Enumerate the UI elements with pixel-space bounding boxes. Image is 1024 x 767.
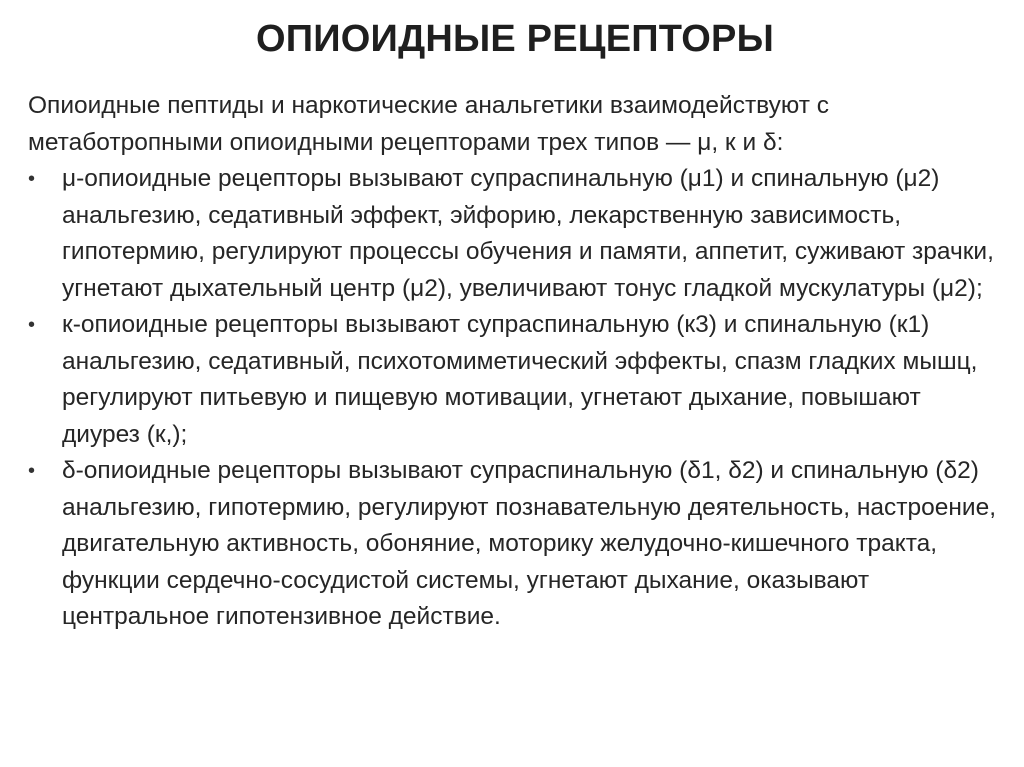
bullet-text-mu: μ-опиоидные рецепторы вызывают супраспинальную (μ1) и спинальную (μ2) анальгезию, седативный эффект, эйфорию, лекарственную зависимость, гипотермию, регулируют процессы обучения и памяти, аппетит, суживают зрачки, угнетают дыхательный центр (μ2), увеличивают тонус гладкой мускулатуры (μ2); bbox=[62, 165, 994, 302]
bullet-dot-icon: • bbox=[28, 460, 36, 482]
slide-title: ОПИОИДНЫЕ РЕЦЕПТОРЫ bbox=[256, 18, 774, 60]
bullet-text-delta: δ-опиоидные рецепторы вызывают супраспинальную (δ1, δ2) и спинальную (δ2) анальгезию, гипотермию, регулируют познавательную деятельность, настроение, двигательную активность, обоняние, моторику желудочно-кишечного тракта, функции сердечно-сосудистой системы, угнетают дыхание, оказывают центральное гипотензивное действие. bbox=[62, 457, 997, 630]
bullet-dot-icon: • bbox=[28, 314, 36, 336]
bullet-list bbox=[28, 161, 1002, 636]
bullet-item-delta bbox=[28, 453, 1002, 636]
bullet-text-kappa: к-опиоидные рецепторы вызывают супраспинальную (к3) и спинальную (к1) анальгезию, седативный, психотомиметический эффекты, спазм гладких мышц, регулируют питьевую и пищевую мотивации, угнетают дыхание, повышают диурез (к,); bbox=[62, 311, 978, 448]
intro-paragraph: Опиоидные пептиды и наркотические анальгетики взаимодействуют с метаботропными опиоидными рецепторами трех типов — μ, к и δ: bbox=[28, 92, 830, 156]
bullet-item-kappa bbox=[28, 307, 1002, 453]
bullet-item-mu bbox=[28, 161, 1002, 307]
bullet-dot-icon: • bbox=[28, 168, 36, 190]
